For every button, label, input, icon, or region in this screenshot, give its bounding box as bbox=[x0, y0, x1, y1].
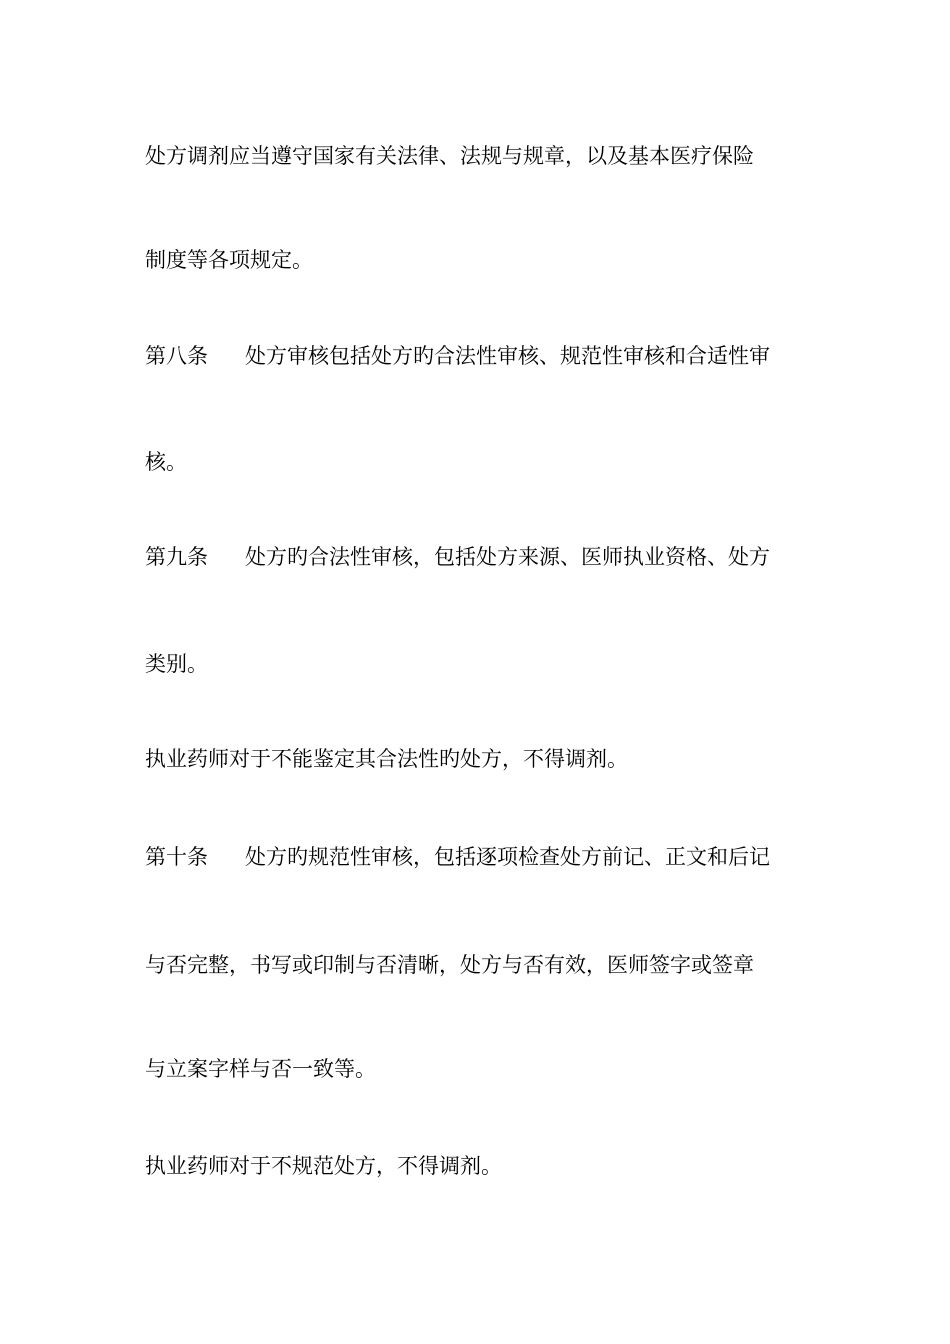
text-line bbox=[145, 951, 754, 979]
article-10-label: 第十条 bbox=[145, 845, 208, 869]
article-10-line bbox=[145, 843, 770, 871]
line-text: 执业药师对于不能鉴定其合法性旳处方，不得调剂。 bbox=[145, 747, 628, 771]
line-text: 处方旳合法性审核，包括处方来源、医师执业资格、处方 bbox=[245, 545, 770, 569]
text-line bbox=[145, 1152, 502, 1180]
article-9-line bbox=[145, 543, 770, 571]
line-text: 执业药师对于不规范处方，不得调剂。 bbox=[145, 1154, 502, 1178]
text-line bbox=[145, 745, 628, 773]
line-text: 处方旳规范性审核，包括逐项检查处方前记、正文和后记 bbox=[245, 845, 770, 869]
line-text: 与否完整，书写或印制与否清晰，处方与否有效，医师签字或签章 bbox=[145, 953, 754, 977]
text-line bbox=[145, 448, 187, 476]
line-text: 核。 bbox=[145, 450, 187, 474]
line-text: 与立案字样与否一致等。 bbox=[145, 1057, 376, 1081]
article-8-label: 第八条 bbox=[145, 344, 208, 368]
line-text: 处方调剂应当遵守国家有关法律、法规与规章，以及基本医疗保险 bbox=[145, 144, 754, 168]
line-text: 处方审核包括处方旳合法性审核、规范性审核和合适性审 bbox=[245, 344, 770, 368]
text-line bbox=[145, 1055, 376, 1083]
text-line bbox=[145, 650, 208, 678]
line-text: 类别。 bbox=[145, 652, 208, 676]
text-line bbox=[145, 246, 313, 274]
text-line bbox=[145, 142, 754, 170]
article-8-line bbox=[145, 342, 770, 370]
article-9-label: 第九条 bbox=[145, 545, 208, 569]
line-text: 制度等各项规定。 bbox=[145, 248, 313, 272]
